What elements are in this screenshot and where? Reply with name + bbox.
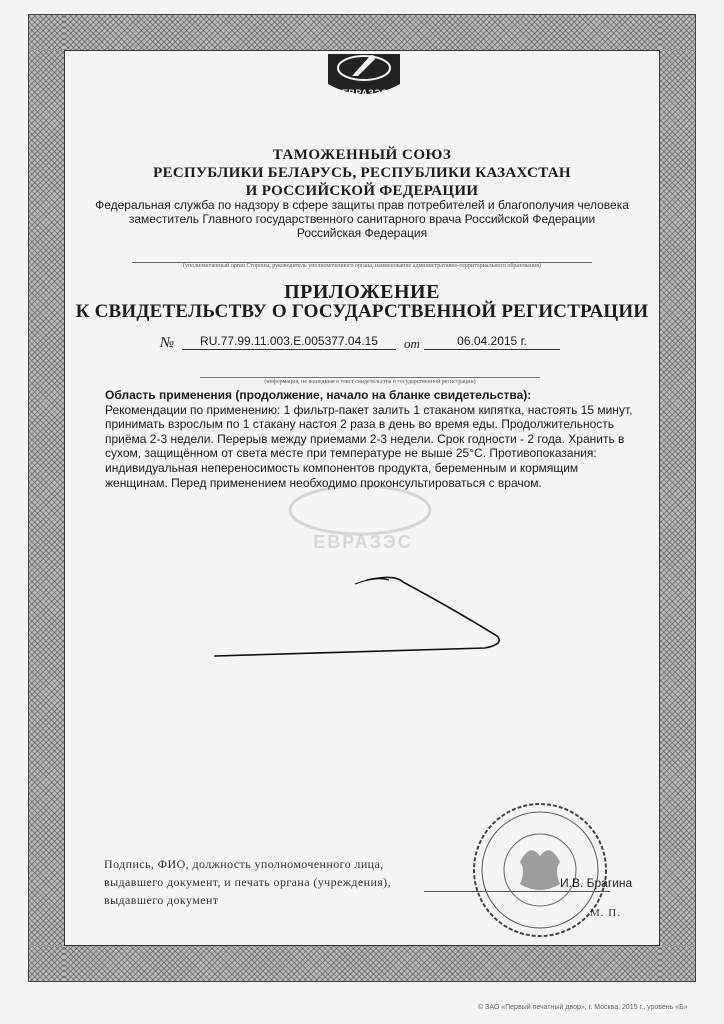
info-note: (информация, не вошедшая в текст свидетельства о государственной регистрации) (200, 377, 540, 385)
organization-line-1: Федеральная служба по надзору в сфере защиты прав потребителей и благополучия человека (95, 198, 629, 212)
scope-section (105, 388, 635, 490)
number-sign: № (160, 335, 175, 351)
organization-line-3: Российская Федерация (296, 226, 428, 240)
scope-text: Рекомендации по применению: 1 фильтр-пакет залить 1 стаканом кипятка, настоять 15 минут, принимать взрослым по 1 стакану настоя 2 раза в день во время еды. Продолжительность приёма 2-3 недели. Перерыв между приемами 2-3 недели. Срок годности - 2 года. Хранить в сухом, защищённом от света месте при температуре не выше 25°С. Противопоказания: индивидуальная непереносимость компонентов продукта, беременным и кормящим женщинам. Перед применением необходимо проконсультироваться с врачом. (105, 402, 633, 490)
official-seal (470, 800, 610, 940)
republics-line-2: И РОССИЙСКОЙ ФЕДЕРАЦИИ (245, 183, 479, 199)
scope-heading: Область применения (продолжение, начало на бланке свидетельства): (105, 388, 532, 402)
document-title: ПРИЛОЖЕНИЕ (284, 281, 440, 303)
from-label: от (404, 336, 420, 351)
registration-date: 06.04.2015 г. (424, 334, 560, 350)
handwritten-signature (205, 570, 525, 660)
organization-line-2: заместитель Главного государственного санитарного врача Российской Федерации (128, 212, 596, 226)
authority-note: (уполномоченный орган Стороны, руководитель уполномоченного органа, наименование административно-территориального образования) (183, 263, 541, 269)
document-subtitle: К СВИДЕТЕЛЬСТВУ О ГОСУДАРСТВЕННОЙ РЕГИСТРАЦИИ (75, 301, 649, 322)
signature-caption: Подпись, ФИО, должность уполномоченного лица, выдавшего документ, и печать органа (учреждения), выдавшего документ (104, 857, 391, 907)
registration-number: RU.77.99.11.003.Е.005377.04.15 (182, 334, 396, 350)
republics-line-1: РЕСПУБЛИКИ БЕЛАРУСЬ, РЕСПУБЛИКИ КАЗАХСТАН (153, 165, 571, 181)
printer-footer: © ЗАО «Первый печатный двор», г. Москва, 2015 г., уровень «Б» (478, 1004, 688, 1011)
union-title: ТАМОЖЕННЫЙ СОЮЗ (272, 147, 452, 163)
logo-text: ЕВРАЗЭС (341, 88, 389, 98)
stamp-place-label: М. П. (590, 907, 621, 919)
watermark-text: ЕВРАЗЭС (313, 532, 413, 552)
signer-name: И.В. Брагина (560, 876, 633, 890)
